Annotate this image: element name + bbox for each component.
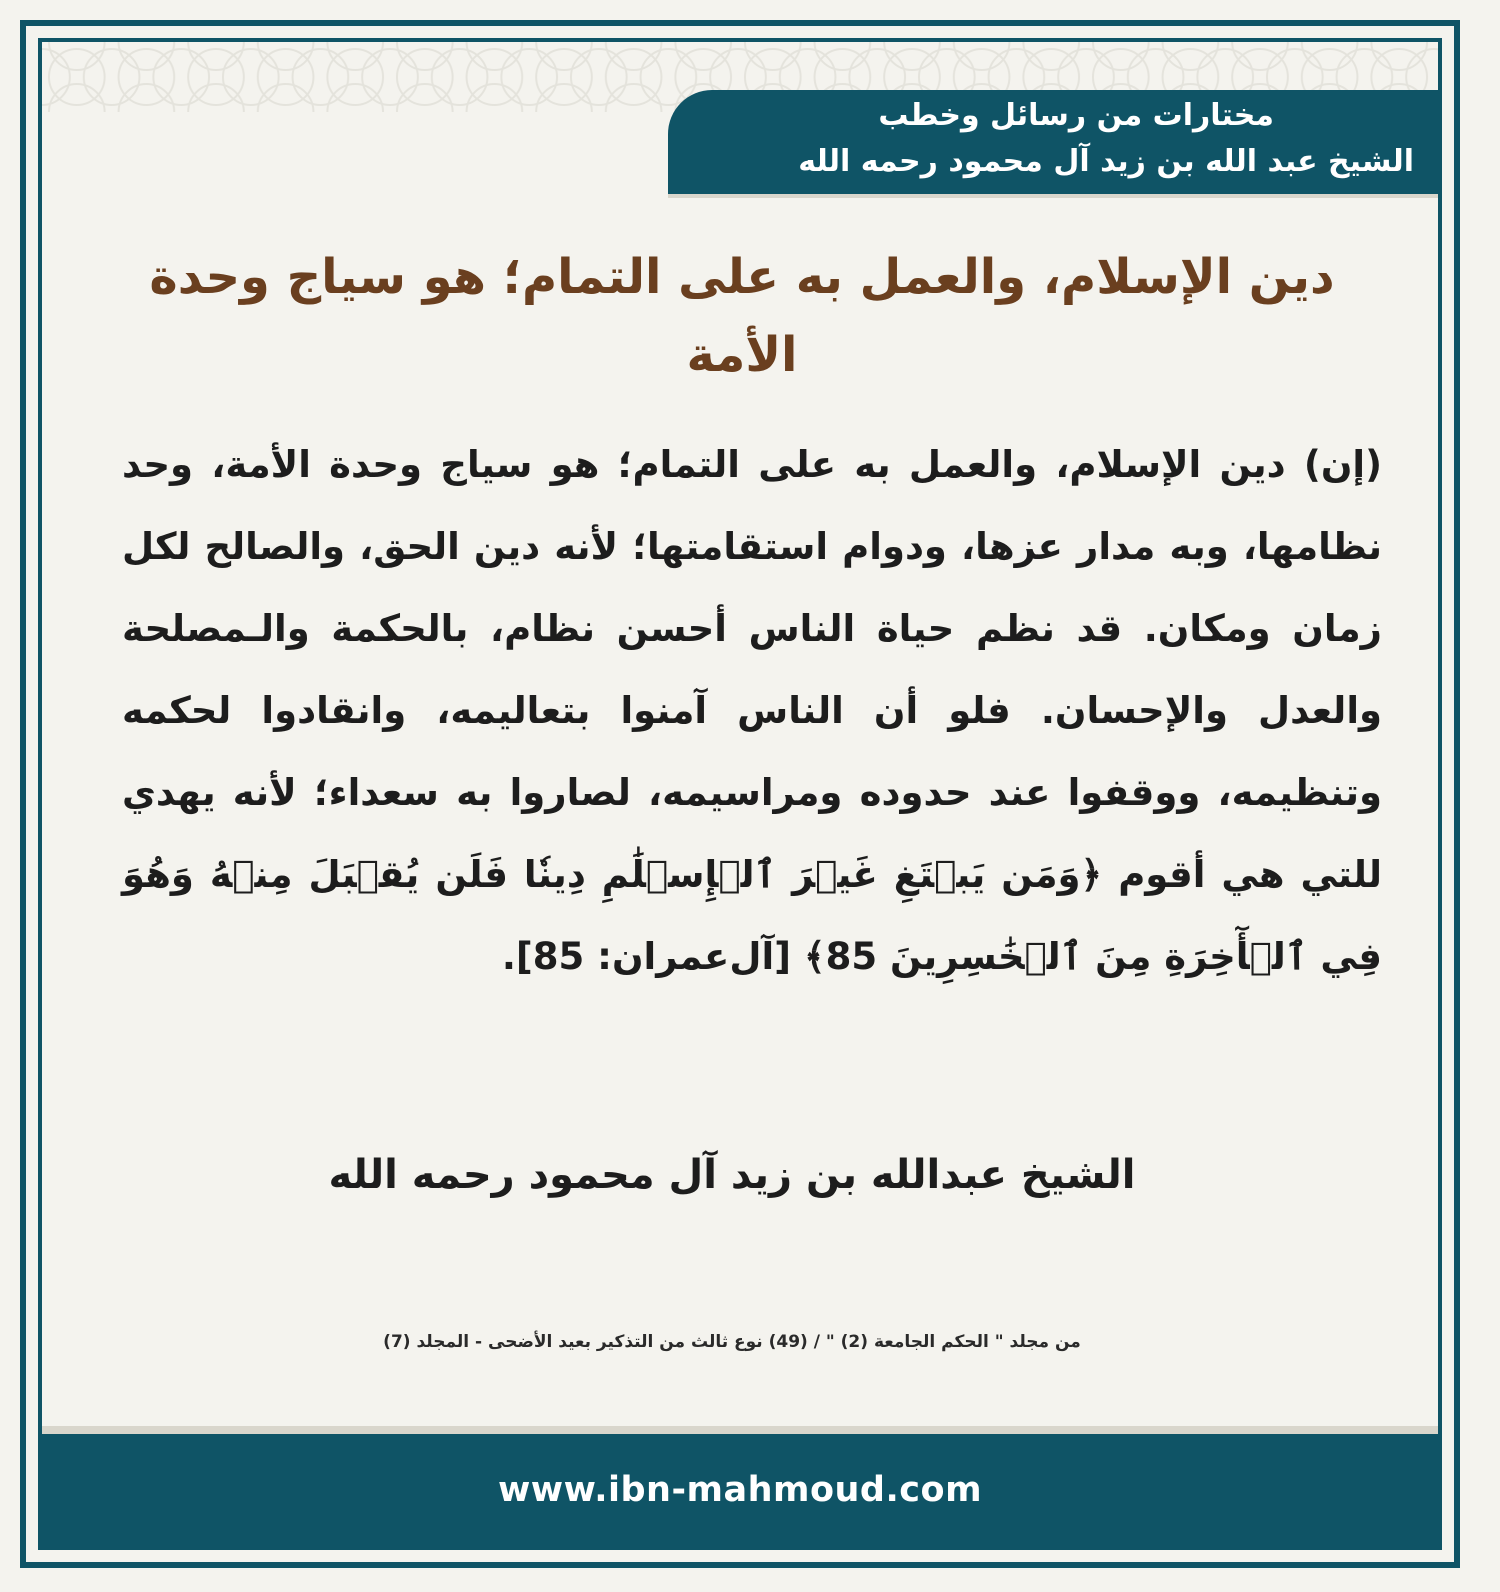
signature: الشيخ عبدالله بن زيد آل محمود رحمه الله: [328, 1152, 1136, 1198]
website-link[interactable]: www.ibn-mahmoud.com: [497, 1470, 983, 1510]
card: [38, 38, 1442, 1550]
body-text: (إن) دين الإسلام، والعمل به على التمام؛ هو سياج وحدة الأمة، وحد نظامها، وبه مدار عزها، ودوام استقامتها؛ لأنه دين الحق، والصالح لكل زمان ومكان. قد نظم حياة الناس أحسن نظام، بالحكمة والـمصلحة والعدل والإحسان. فلو أن الناس آمنوا بتعاليمه، وانقادوا لحكمه وتنظيمه، ووقفوا عند حدوده ومراسيمه، لصاروا به سعداء؛ لأنه يهدي للتي هي أقوم: [122, 443, 1383, 896]
header-series-title: مختارات من رسائل وخطب: [878, 98, 1274, 133]
body-paragraph: [122, 424, 1382, 998]
verse-reference: [آل‌عمران: 85].: [501, 935, 792, 978]
quran-verse: ﴿وَمَن يَبۡتَغِ غَيۡرَ ٱلۡإِسۡلَٰمِ دِينٗا فَلَن يُقۡبَلَ مِنۡهُ وَهُوَ فِي ٱلۡأٓخِرَةِ مِنَ ٱلۡخَٰسِرِينَ 85﴾: [122, 853, 1382, 978]
header-banner: [668, 90, 1438, 194]
source-citation: من مجلد " الحكم الجامعة (2) " / (49) نوع ثالث من التذكير بعيد الأضحى - المجلد (7): [383, 1332, 1081, 1352]
footer-bar: [42, 1434, 1438, 1546]
header-author: الشيخ عبد الله بن زيد آل محمود رحمه الله: [798, 144, 1414, 179]
page-title: دين الإسلام، والعمل به على التمام؛ هو سياج وحدة الأمة: [149, 249, 1335, 383]
